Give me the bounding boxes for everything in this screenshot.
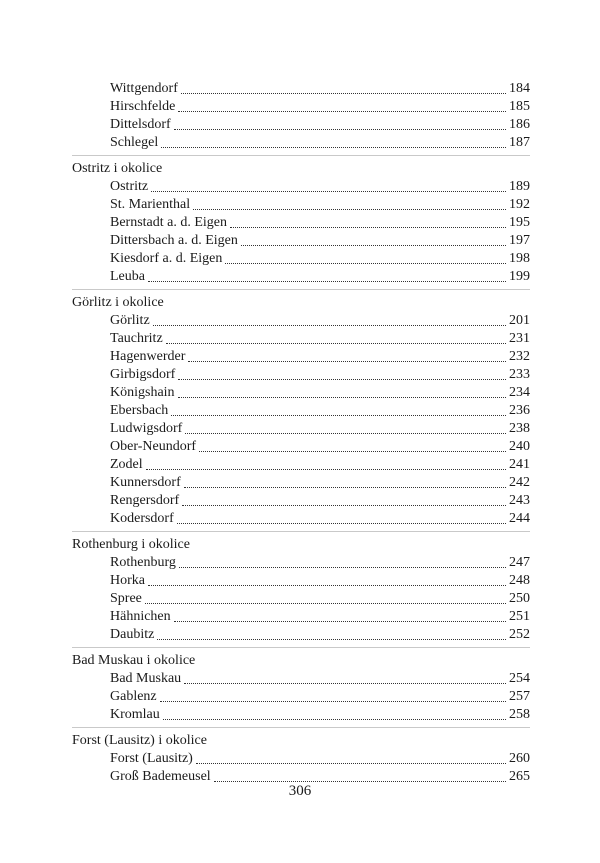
toc-leader-dots	[181, 92, 506, 94]
toc-leader-dots	[184, 682, 506, 684]
toc-entry-page: 198	[509, 251, 530, 266]
toc-entry	[72, 232, 530, 250]
toc-entry-name: Rengersdorf	[110, 493, 180, 508]
toc-entry-name: St. Marienthal	[110, 197, 191, 212]
toc-entry-page: 241	[509, 457, 530, 472]
toc-leader-dots	[179, 566, 506, 568]
toc-section	[72, 80, 530, 156]
toc-entry-name: Kromlau	[110, 707, 160, 722]
toc-entry-page: 197	[509, 233, 530, 248]
toc-entry-name: Hirschfelde	[110, 99, 176, 114]
toc-entry-name: Leuba	[110, 269, 145, 284]
toc-entry	[72, 196, 530, 214]
toc-entry-name: Ludwigsdorf	[110, 421, 183, 436]
toc-entry-name: Ostritz	[110, 179, 149, 194]
toc-entry-name: Ober-Neundorf	[110, 439, 197, 454]
toc-entry-name: Rothenburg	[110, 555, 176, 570]
toc-section	[72, 732, 530, 789]
toc-leader-dots	[188, 360, 506, 362]
toc-entry-page: 232	[509, 349, 530, 364]
toc-entry	[72, 80, 530, 98]
toc-entry-page: 185	[509, 99, 530, 114]
toc-entry-page: 243	[509, 493, 530, 508]
toc-section	[72, 652, 530, 728]
toc-leader-dots	[184, 486, 506, 488]
toc-entry	[72, 438, 530, 456]
toc-entry-name: Schlegel	[110, 135, 159, 150]
toc-leader-dots	[157, 638, 506, 640]
toc-leader-dots	[177, 522, 506, 524]
toc-entry-page: 240	[509, 439, 530, 454]
toc-leader-dots	[225, 262, 506, 264]
toc-entry-page: 195	[509, 215, 530, 230]
toc-leader-dots	[174, 128, 506, 130]
toc-leader-dots	[151, 190, 506, 192]
toc-entry-name: Görlitz	[110, 313, 150, 328]
toc-entry	[72, 330, 530, 348]
toc-entry-name: Forst (Lausitz)	[110, 751, 193, 766]
toc-entry-page: 187	[509, 135, 530, 150]
toc-entry	[72, 510, 530, 528]
toc-entry	[72, 116, 530, 134]
toc-entry-page: 201	[509, 313, 530, 328]
toc-entry	[72, 402, 530, 420]
toc-entry-page: 247	[509, 555, 530, 570]
toc-entry	[72, 98, 530, 116]
toc-entry-page: 186	[509, 117, 530, 132]
toc-section-title: Görlitz i okolice	[72, 295, 164, 310]
toc-entry-page: 184	[509, 81, 530, 96]
toc-entry-name: Horka	[110, 573, 145, 588]
toc-leader-dots	[148, 280, 506, 282]
toc-entry-page: 252	[509, 627, 530, 642]
toc-entry-page: 234	[509, 385, 530, 400]
toc-entry	[72, 706, 530, 724]
toc-section-title: Rothenburg i okolice	[72, 537, 190, 552]
toc-leader-dots	[230, 226, 506, 228]
toc-entry-page: 242	[509, 475, 530, 490]
toc-entry	[72, 572, 530, 590]
toc-entry-name: Wittgendorf	[110, 81, 178, 96]
toc-leader-dots	[166, 342, 506, 344]
toc-entry-page: 265	[509, 769, 530, 784]
toc-entry-page: 257	[509, 689, 530, 704]
toc-entry-name: Zodel	[110, 457, 143, 472]
toc-section-title: Ostritz i okolice	[72, 161, 163, 176]
toc-entry	[72, 420, 530, 438]
toc-leader-dots	[178, 396, 506, 398]
toc-leader-dots	[178, 110, 506, 112]
toc-entry	[72, 134, 530, 152]
toc-entry-name: Dittelsdorf	[110, 117, 171, 132]
toc-entry-page: 251	[509, 609, 530, 624]
toc-entry-name: Daubitz	[110, 627, 155, 642]
toc-entry-page: 192	[509, 197, 530, 212]
toc-entry	[72, 384, 530, 402]
toc-leader-dots	[199, 450, 506, 452]
toc-section	[72, 536, 530, 648]
toc-entry-name: Girbigsdorf	[110, 367, 176, 382]
toc-leader-dots	[196, 762, 506, 764]
toc-entry-page: 260	[509, 751, 530, 766]
toc-section	[72, 160, 530, 290]
toc-leader-dots	[160, 700, 506, 702]
toc-entry	[72, 348, 530, 366]
toc-entry	[72, 474, 530, 492]
toc-entry-page: 248	[509, 573, 530, 588]
toc-entry	[72, 250, 530, 268]
toc-entry-page: 250	[509, 591, 530, 606]
toc-entry	[72, 554, 530, 572]
toc-leader-dots	[148, 584, 506, 586]
toc-entry-name: Tauchritz	[110, 331, 163, 346]
toc-section-title: Bad Muskau i okolice	[72, 653, 196, 668]
toc-entry	[72, 670, 530, 688]
toc-leader-dots	[182, 504, 506, 506]
toc-entry-name: Kodersdorf	[110, 511, 174, 526]
toc-leader-dots	[153, 324, 506, 326]
toc-leader-dots	[145, 602, 506, 604]
toc-entry-name: Bernstadt a. d. Eigen	[110, 215, 228, 230]
toc-entry-page: 244	[509, 511, 530, 526]
toc-section	[72, 294, 530, 532]
toc-entry-page: 254	[509, 671, 530, 686]
toc-entry-page: 236	[509, 403, 530, 418]
toc-entry-page: 231	[509, 331, 530, 346]
toc-entry	[72, 456, 530, 474]
toc-entry-name: Groß Bademeusel	[110, 769, 211, 784]
toc-entry	[72, 608, 530, 626]
toc-entry-name: Kiesdorf a. d. Eigen	[110, 251, 223, 266]
toc-entry-name: Bad Muskau	[110, 671, 182, 686]
toc-leader-dots	[185, 432, 506, 434]
toc-entry-page: 238	[509, 421, 530, 436]
toc-entry	[72, 214, 530, 232]
toc-entry-name: Hagenwerder	[110, 349, 186, 364]
toc-leader-dots	[193, 208, 506, 210]
toc-entry	[72, 312, 530, 330]
toc-section-title: Forst (Lausitz) i okolice	[72, 733, 207, 748]
toc-entry-page: 258	[509, 707, 530, 722]
toc-leader-dots	[174, 620, 506, 622]
toc-entry	[72, 626, 530, 644]
toc-entry-name: Hähnichen	[110, 609, 171, 624]
toc-entry	[72, 590, 530, 608]
toc-entry	[72, 750, 530, 768]
toc-entry-name: Ebersbach	[110, 403, 169, 418]
toc-entry	[72, 178, 530, 196]
toc-entry-name: Königshain	[110, 385, 175, 400]
toc-leader-dots	[171, 414, 506, 416]
page-number: 306	[288, 783, 312, 799]
toc-leader-dots	[146, 468, 506, 470]
toc-entry-name: Spree	[110, 591, 142, 606]
toc-leader-dots	[241, 244, 506, 246]
toc-leader-dots	[163, 718, 506, 720]
toc-entry-page: 189	[509, 179, 530, 194]
toc-entry	[72, 268, 530, 286]
toc-entry	[72, 492, 530, 510]
toc-entry-name: Kunnersdorf	[110, 475, 181, 490]
toc-entry-name: Dittersbach a. d. Eigen	[110, 233, 238, 248]
toc-entry	[72, 688, 530, 706]
toc-leader-dots	[178, 378, 506, 380]
toc-entry-page: 233	[509, 367, 530, 382]
toc-entry-page: 199	[509, 269, 530, 284]
toc-leader-dots	[161, 146, 506, 148]
table-of-contents	[72, 80, 530, 793]
toc-entry	[72, 366, 530, 384]
toc-entry-name: Gablenz	[110, 689, 157, 704]
